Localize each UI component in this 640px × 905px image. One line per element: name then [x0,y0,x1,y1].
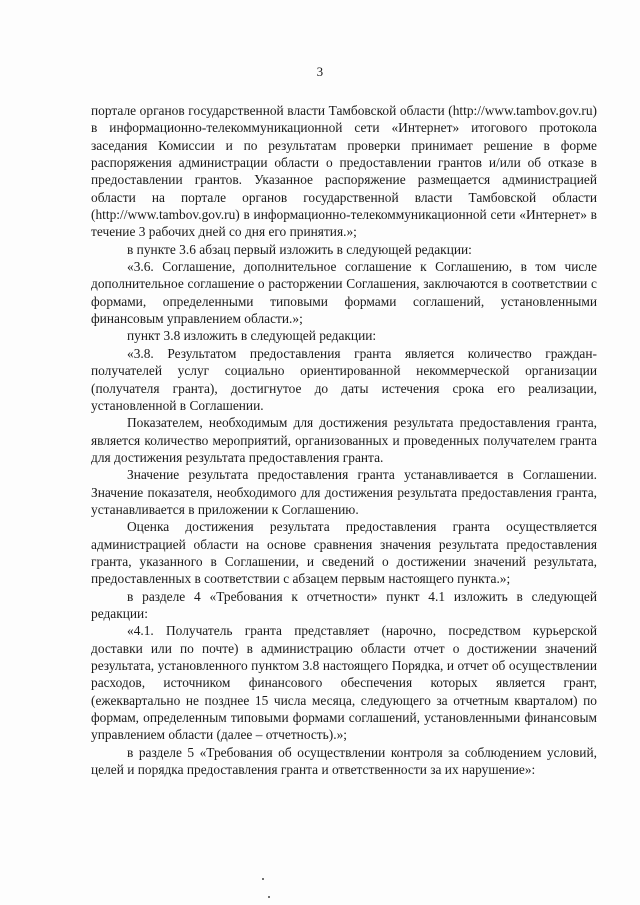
paragraph-clause-3-8: «3.8. Результатом предоставления гранта является количество граждан-получателей услуг социально ориентированной некоммерческой организации (получателя гранта), достигнутое до даты истечения срока его реализации, установленной в Соглашении. [91,345,597,413]
paragraph-result-value: Значение результата предоставления гранта устанавливается в Соглашении. Значение показателя, необходимого для достижения результата предоставления гранта, устанавливается в приложении к Соглашению. [91,467,597,517]
page-number: 3 [316,64,324,79]
scan-speck [268,896,270,898]
paragraph-clause-3-6: «3.6. Соглашение, дополнительное соглашение к Соглашению, в том числе дополнительное соглашение о расторжении Соглашения, заключаются в соответствии с формами, определенными типовыми формами соглашений, установленными финансовым управлением области.»; [91,259,597,327]
paragraph-amend-section-5-intro: в разделе 5 «Требования об осуществлении контроля за соблюдением условий, целей и порядка предоставления гранта и ответственности за их нарушение»: [91,744,597,778]
scan-speck [262,878,264,880]
paragraph-portal-publication: портале органов государственной власти Тамбовской области (http://www.tambov.gov.ru) в информационно-телекоммуникационной сети «Интернет» итогового протокола заседания Комиссии и по результатам проверки принимает решение в форме распоряжения администрации области о предоставлении грантов и/или об отказе в предоставлении грантов. Указанное распоряжение размещается администрацией области на портале органов государственной власти Тамбовской области (http://www.tambov.gov.ru) в информационно-телекоммуникационной сети «Интернет» в течение 3 рабочих дней со дня его принятия.»; [91,103,597,240]
paragraph-result-assessment: Оценка достижения результата предоставления гранта осуществляется администрацией области на основе сравнения значения результата предоставления гранта, указанного в Соглашении, и сведений о достижении значений результата, предоставленных в соответствии с абзацем первым настоящего пункта.»; [91,519,597,587]
document-body [91,102,597,778]
paragraph-indicator: Показателем, необходимым для достижения результата предоставления гранта, является количество мероприятий, организованных и проведенных получателем гранта для достижения результата предоставления гранта. [91,415,597,465]
paragraph-clause-4-1: «4.1. Получатель гранта представляет (нарочно, посредством курьерской доставки или по почте) в администрацию области отчет о достижении значений результата, установленного пунктом 3.8 настоящего Порядка, и отчет об осуществлении расходов, источником финансового обеспечения которых является грант, (ежеквартально не позднее 15 числа месяца, следующего за отчетным кварталом) по формам, определенным типовыми формами соглашений, установленными финансовым управлением области (далее – отчетность).»; [91,623,597,743]
paragraph-amend-3-6-intro: в пункте 3.6 абзац первый изложить в следующей редакции: [127,241,472,257]
paragraph-amend-4-1-intro: в разделе 4 «Требования к отчетности» пункт 4.1 изложить в следующей редакции: [91,588,597,621]
paragraph-amend-3-8-intro: пункт 3.8 изложить в следующей редакции: [127,328,377,344]
